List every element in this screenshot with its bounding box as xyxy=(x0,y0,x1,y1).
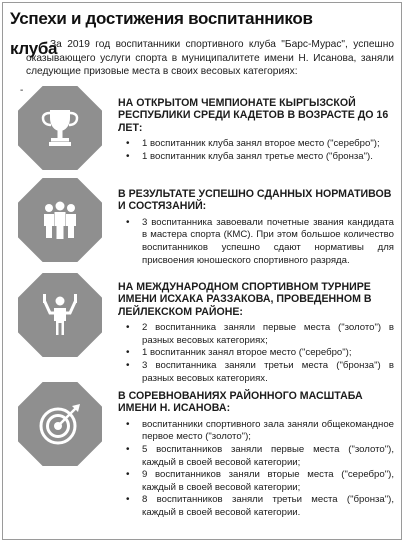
octagon-badge-4 xyxy=(18,382,102,466)
article-title: Успехи и достижения воспитанников клуба xyxy=(10,9,313,58)
section-heading: НА ОТКРЫТОМ ЧЕМПИОНАТЕ КЫРГЫЗСКОЙ РЕСПУБЛИКИ СРЕДИ КАДЕТОВ В ВОЗРАСТЕ ДО 16 ЛЕТ: xyxy=(118,97,389,134)
list-item: • 2 воспитанника заняли первые места ("золото") в разных весовых категориях; xyxy=(124,322,394,347)
target-with-arrow-icon xyxy=(36,400,84,448)
section-championship xyxy=(118,97,394,163)
section-list xyxy=(118,217,394,267)
section-heading: В РЕЗУЛЬТАТЕ УСПЕШНО СДАННЫХ НОРМАТИВОВ И СОСТЯЗАНИЙ: xyxy=(118,188,392,213)
section-heading: В СОРЕВНОВАНИЯХ РАЙОННОГО МАСШТАБА ИМЕНИ Н. ИСАНОВА: xyxy=(118,390,363,415)
list-item: • 9 воспитанников заняли вторые места ("серебро"), каждый в своей весовой категории; xyxy=(124,469,394,494)
list-item: • 5 воспитанников заняли первые места ("золото"), каждый в своей весовой категории; xyxy=(124,444,394,469)
list-item: • 8 воспитанников заняли третьи места ("бронза"), каждый в своей весовой категории. xyxy=(124,494,394,519)
list-item: • 1 воспитанник клуба занял второе место ("серебро"); xyxy=(124,138,394,151)
trophy-icon xyxy=(36,104,84,152)
section-standards xyxy=(118,188,394,267)
section-district-competitions xyxy=(118,390,394,520)
octagon-badge-1 xyxy=(18,86,102,170)
list-item: • 3 воспитанника завоевали почетные звания кандидата в мастера спорта (КМС). При этом большое количество воспитанников успешно сдают нормативы для присвоения юношеского спортивного разряда. xyxy=(124,217,394,267)
intro-paragraph: За 2019 год воспитанники спортивного клуба "Барс-Мурас", успешно оказывающего услуги спорта в муниципалитете имени Н. Исанова, заняли следующие призовые места в своих весовых категориях: xyxy=(26,39,394,78)
section-international-tournament xyxy=(118,281,394,385)
list-item: • воспитанники спортивного зала заняли общекомандное первое место ("золото"); xyxy=(124,419,394,444)
section-list xyxy=(118,322,394,385)
list-item: • 3 воспитанника заняли третьи места ("бронза") в разных весовых категориях. xyxy=(124,360,394,385)
athlete-with-dumbbells-icon xyxy=(36,291,84,339)
section-heading: НА МЕЖДУНАРОДНОМ СПОРТИВНОМ ТУРНИРЕ ИМЕНИ ИСХАКА РАЗЗАКОВА, ПРОВЕДЕННОМ В ЛЕЙЛЕКСКОМ РАЙОНЕ: xyxy=(118,281,372,318)
list-item: • 1 воспитанник клуба занял третье место ("бронза"). xyxy=(124,151,394,164)
list-item: • 1 воспитанник занял второе место ("серебро"); xyxy=(124,347,394,360)
octagon-badge-2 xyxy=(18,178,102,262)
section-list xyxy=(118,419,394,520)
section-list xyxy=(118,138,394,163)
intro-mark: - xyxy=(20,85,24,96)
octagon-badge-3 xyxy=(18,273,102,357)
group-of-people-icon xyxy=(36,196,84,244)
